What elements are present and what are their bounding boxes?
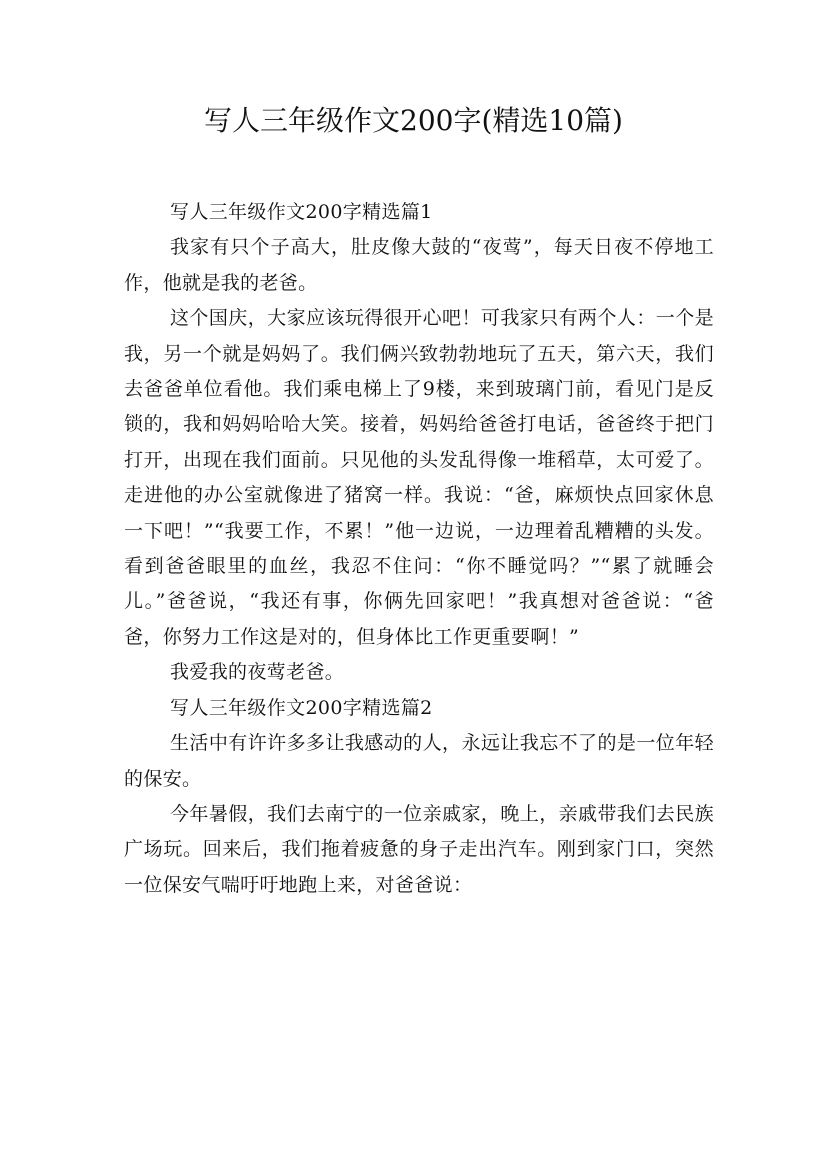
- section-heading-1: 写人三年级作文200字精选篇1: [170, 201, 433, 223]
- paragraph: 我爱我的夜莺老爸。: [170, 661, 345, 684]
- section-heading-2: 写人三年级作文200字精选篇2: [170, 696, 433, 719]
- paragraph: 我家有只个子高大，肚皮像大鼓的“夜莺”，每天日夜不停地工作，他就是我的老爸。: [124, 236, 714, 294]
- paragraph: 今年暑假，我们去南宁的一位亲戚家，晚上，亲戚带我们去民族广场玩。回来后，我们拖着疲惫的身子走出汽车。刚到家门口，突然一位保安气喘吁吁地跑上来，对爸爸说：: [124, 802, 714, 896]
- document-body: [124, 195, 714, 903]
- document-title: 写人三年级作文200字(精选10篇): [204, 104, 623, 137]
- paragraph: 这个国庆，大家应该玩得很开心吧！可我家只有两个人：一个是我，另一个就是妈妈了。我们俩兴致勃勃地玩了五天，第六天，我们去爸爸单位看他。我们乘电梯上了9楼，来到玻璃门前，看见门是反锁的，我和妈妈哈哈大笑。接着，妈妈给爸爸打电话，爸爸终于把门打开，出现在我们面前。只见他的头发乱得像一堆稻草，太可爱了。走进他的办公室就像进了猪窝一样。我说：“爸，麻烦快点回家休息一下吧！”“我要工作，不累！”他一边说，一边理着乱糟糟的头发。看到爸爸眼里的血丝，我忍不住问：“你不睡觉吗？”“累了就睡会儿。”爸爸说，“我还有事，你俩先回家吧！”我真想对爸爸说：“爸爸，你努力工作这是对的，但身体比工作更重要啊！”: [124, 307, 714, 648]
- paragraph: 生活中有许许多多让我感动的人，永远让我忘不了的是一位年轻的保安。: [124, 732, 714, 790]
